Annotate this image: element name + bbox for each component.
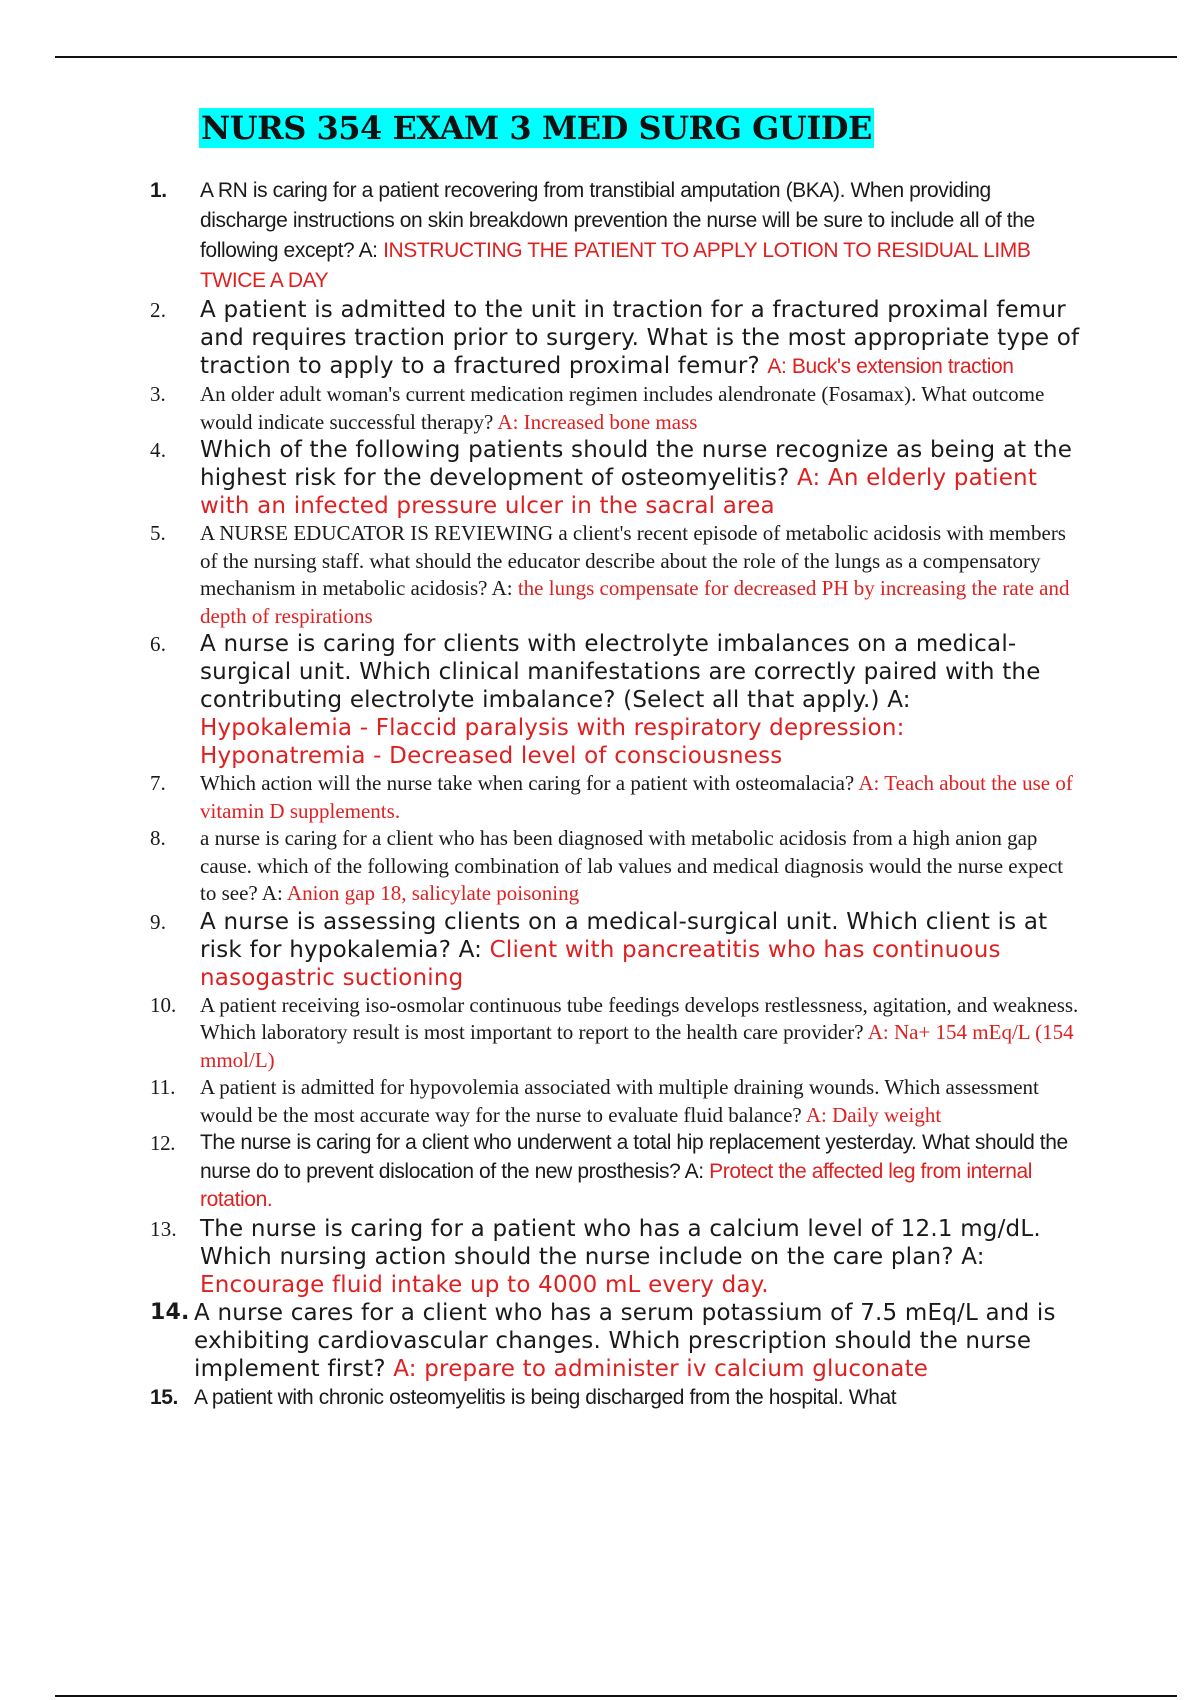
item-number: 5. <box>150 521 166 545</box>
item-number: 12. <box>150 1131 176 1155</box>
question-text: Which of the following patients should the nurse recognize as being at the highest risk for the development of osteomyelitis? <box>200 437 1073 491</box>
item-number: 7. <box>150 771 166 795</box>
item-number: 10. <box>150 992 177 1017</box>
question-text: A patient receiving iso-osmolar continuous tube feedings develops restlessness, agitation, and weakness. Which laboratory result is most important to report to the health care provider? <box>200 992 1079 1044</box>
item-number: 15. <box>150 1385 178 1409</box>
answer-text: A: prepare to administer iv calcium gluconate <box>393 1355 929 1382</box>
question-list <box>150 176 1080 1413</box>
item-number: 13. <box>150 1216 177 1241</box>
question-text: A nurse cares for a client who has a serum potassium of 7.5 mEq/L and is exhibiting cardiovascular changes. Which prescription should the nurse implement first? <box>194 1299 1056 1382</box>
question-item <box>150 825 1080 908</box>
top-rule <box>55 56 1177 58</box>
answer-text: A: An elderly patient with an infected pressure ulcer in the sacral area <box>200 465 1038 519</box>
page-title: NURS 354 EXAM 3 MED SURG GUIDE <box>201 109 872 147</box>
question-text: A nurse is assessing clients on a medical-surgical unit. Which client is at risk for hypokalemia? A: <box>200 908 1048 963</box>
question-text: A patient with chronic osteomyelitis is being discharged from the hospital. What <box>194 1385 897 1409</box>
question-item <box>150 992 1080 1075</box>
question-text: A patient is admitted to the unit in traction for a fractured proximal femur and requires traction prior to surgery. What is the most appropriate type of traction to apply to a fractured proximal femur? <box>200 297 1080 379</box>
item-number: 1. <box>150 179 167 202</box>
question-item <box>150 770 1080 825</box>
question-text: The nurse is caring for a client who underwent a total hip replacement yesterday. What should the nurse do to prevent dislocation of the new prosthesis? A: <box>200 1131 1068 1183</box>
question-text: a nurse is caring for a client who has been diagnosed with metabolic acidosis from a high anion gap cause. which of the following combination of lab values and medical diagnosis would the nurse expect to see? A: <box>200 826 1064 905</box>
answer-text: Encourage fluid intake up to 4000 mL every day. <box>200 1271 769 1298</box>
item-number: 8. <box>150 826 166 850</box>
answer-text: Anion gap 18, salicylate poisoning <box>286 881 580 905</box>
title-block <box>199 108 874 148</box>
item-number: 6. <box>150 632 167 656</box>
question-item <box>150 1299 1080 1383</box>
question-text: Which action will the nurse take when caring for a patient with osteomalacia? <box>200 771 859 795</box>
question-item <box>150 381 1080 436</box>
answer-text: A: Increased bone mass <box>497 409 698 434</box>
question-item <box>150 520 1080 630</box>
answer-text: A: Daily weight <box>805 1102 942 1127</box>
answer-text: Hyponatremia - Decreased level of consciousness <box>200 743 783 769</box>
item-number: 9. <box>150 909 167 934</box>
answer-text: A: Buck's extension traction <box>767 355 1014 378</box>
question-text: An older adult woman's current medication regimen includes alendronate (Fosamax). What outcome would indicate successful therapy? <box>200 382 1045 434</box>
answer-text: the lungs compensate for decreased PH by increasing the rate and depth of respirations <box>200 576 1070 628</box>
question-text: A NURSE EDUCATOR IS REVIEWING a client's recent episode of metabolic acidosis with members of the nursing staff. what should the educator describe about the role of the lungs as a compensatory mechanism in metabolic acidosis? A: <box>200 521 1066 600</box>
item-number: 11. <box>150 1075 176 1099</box>
bottom-rule <box>55 1695 1177 1697</box>
question-item <box>150 630 1080 770</box>
item-number: 14. <box>150 1299 190 1325</box>
question-item <box>150 908 1080 992</box>
item-number: 4. <box>150 438 167 462</box>
question-text: A nurse is caring for clients with electrolyte imbalances on a medical-surgical unit. Which clinical manifestations are correctly paired with the contributing electrolyte imbalance? (Select all that apply.) A: <box>200 631 1041 713</box>
answer-text: INSTRUCTING THE PATIENT TO APPLY LOTION TO RESIDUAL LIMB TWICE A DAY <box>200 239 1031 292</box>
answer-text: Client with pancreatitis who has continuous nasogastric suctioning <box>200 936 1001 991</box>
item-number: 3. <box>150 382 166 406</box>
answer-text: A: Teach about the use of vitamin D supplements. <box>200 771 1073 823</box>
question-item <box>150 436 1080 520</box>
question-item <box>150 296 1080 381</box>
question-item <box>150 1074 1080 1129</box>
answer-text: A: Na+ 154 mEq/L (154 mmol/L) <box>200 1020 1074 1072</box>
question-text: A RN is caring for a patient recovering from transtibial amputation (BKA). When providing discharge instructions on skin breakdown prevention the nurse will be sure to include all of the following except? A: <box>200 179 1035 262</box>
item-number: 2. <box>150 298 167 322</box>
question-item <box>150 1129 1080 1215</box>
question-item <box>150 1383 1080 1413</box>
question-item <box>150 176 1080 296</box>
question-text: A patient is admitted for hypovolemia associated with multiple draining wounds. Which assessment would be the most accurate way for the nurse to evaluate fluid balance? <box>200 1075 1039 1127</box>
question-item <box>150 1215 1080 1299</box>
answer-text: Protect the affected leg from internal rotation. <box>200 1159 1033 1211</box>
answer-text: Hypokalemia - Flaccid paralysis with respiratory depression: <box>200 715 905 741</box>
question-text: The nurse is caring for a patient who has a calcium level of 12.1 mg/dL. Which nursing action should the nurse include on the care plan? A: <box>200 1215 1041 1270</box>
